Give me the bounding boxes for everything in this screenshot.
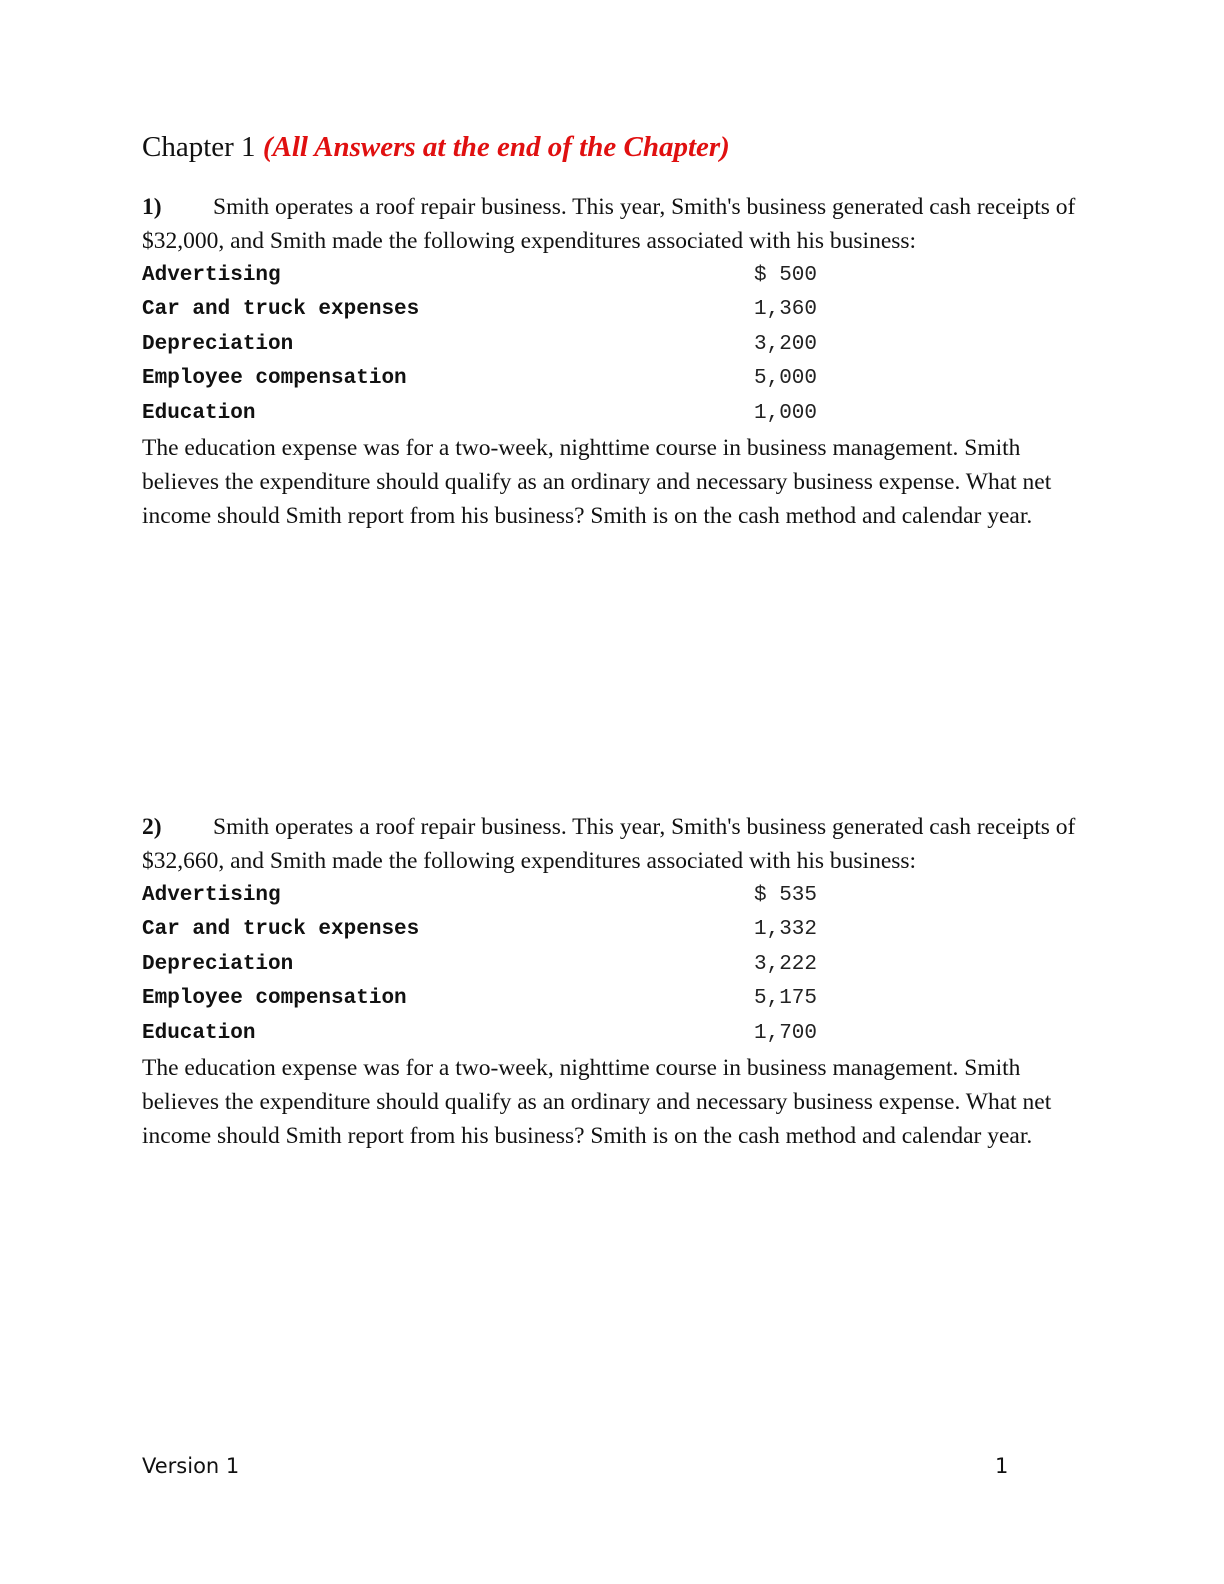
expense-label: Education [142, 1021, 256, 1045]
expense-label: Depreciation [142, 332, 294, 356]
question-1 [142, 190, 1082, 533]
expense-row [142, 1016, 817, 1051]
chapter-heading [142, 128, 730, 166]
answers-note: (All Answers at the end of the Chapter) [262, 131, 730, 163]
expense-label: Depreciation [142, 952, 294, 976]
expense-row [142, 362, 817, 397]
expense-label: Advertising [142, 883, 281, 907]
expense-table [142, 258, 817, 431]
question-intro [142, 190, 1082, 258]
expense-row [142, 913, 817, 948]
footer-version: Version 1 [142, 1454, 240, 1478]
expense-label: Employee compensation [142, 367, 407, 391]
expense-label: Education [142, 401, 256, 425]
expense-row [142, 293, 817, 328]
expense-amount: 5,000 [753, 367, 817, 391]
expense-amount: 3,200 [753, 332, 817, 356]
expense-amount: 1,332 [753, 918, 817, 942]
question-number: 1) [142, 194, 162, 220]
expense-amount: $ 535 [753, 883, 817, 907]
expense-label: Car and truck expenses [142, 298, 420, 322]
chapter-title: Chapter 1 [142, 131, 256, 163]
expense-table [142, 878, 817, 1051]
question-closing: The education expense was for a two-week, nighttime course in business management. Smith believes the expenditure should qualify as an ordinary and necessary business expense. What net income should Smith report from his business? Smith is on the cash method and calendar year. [142, 1054, 1052, 1149]
expense-amount: 1,360 [753, 298, 817, 322]
expense-row [142, 327, 817, 362]
question-closing: The education expense was for a two-week, nighttime course in business management. Smith believes the expenditure should qualify as an ordinary and necessary business expense. What net income should Smith report from his business? Smith is on the cash method and calendar year. [142, 434, 1052, 529]
expense-amount: 3,222 [753, 952, 817, 976]
expense-amount: 5,175 [753, 987, 817, 1011]
expense-label: Advertising [142, 263, 281, 287]
question-intro-text: Smith operates a roof repair business. This year, Smith's business generated cash receipts of $32,660, and Smith made the following expenditures associated with his business: [142, 814, 1076, 874]
expense-label: Car and truck expenses [142, 918, 420, 942]
footer-page-number: 1 [995, 1454, 1009, 1478]
expense-amount: 1,000 [753, 401, 817, 425]
expense-row [142, 982, 817, 1017]
expense-label: Employee compensation [142, 987, 407, 1011]
question-2 [142, 810, 1082, 1153]
question-intro [142, 810, 1082, 878]
expense-row [142, 947, 817, 982]
question-number: 2) [142, 814, 162, 840]
expense-amount: $ 500 [753, 263, 817, 287]
expense-row [142, 258, 817, 293]
question-intro-text: Smith operates a roof repair business. This year, Smith's business generated cash receipts of $32,000, and Smith made the following expenditures associated with his business: [142, 194, 1076, 254]
expense-row [142, 878, 817, 913]
expense-row [142, 396, 817, 431]
expense-amount: 1,700 [753, 1021, 817, 1045]
